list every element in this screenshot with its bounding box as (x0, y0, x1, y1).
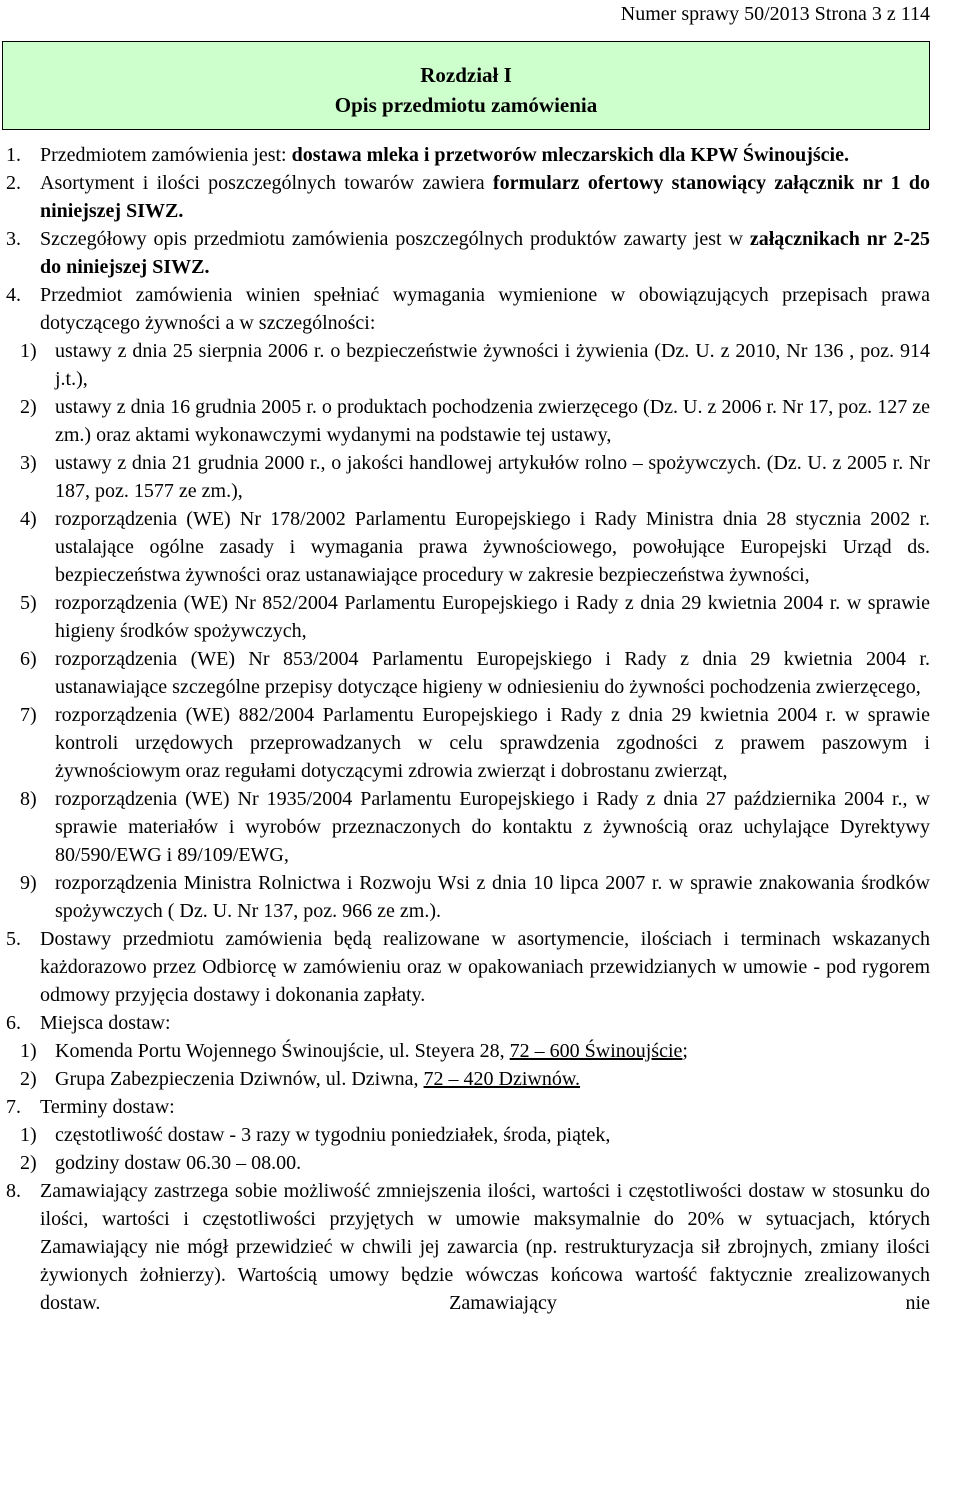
address-link[interactable]: 72 – 420 Dziwnów. (423, 1068, 581, 1090)
item-number: 8. (6, 1180, 21, 1202)
sub-item-number: 2) (20, 1152, 37, 1174)
item-bold-text: formularz ofertowy stanowiący załącznik nr 1 do niniejszej SIWZ. (40, 172, 930, 222)
item-text: Zamawiający zastrzega sobie możliwość zmniejszenia ilości, wartości i częstotliwości dostaw w stosunku do ilości, wartości i częstotliwości przyjętych w umowie maksymalnie do 20% w sytuacjach, których Zamawiający nie mógł przewidzieć w chwili jej zawarcia (np. restrukturyzacja sił zbrojnych, zmiany ilości żywionych żołnierzy). Wartością umowy będzie wówczas końcowa wartość faktycznie zrealizowanych dostaw. Zamawiający nie (40, 1180, 930, 1314)
chapter-number: Rozdział I (420, 63, 512, 87)
address-link[interactable]: 72 – 600 Świnoujście (509, 1040, 683, 1062)
chapter-title: Opis przedmiotu zamówienia (334, 93, 598, 117)
sub-item-number: 4) (20, 508, 37, 530)
sub-item (6, 1121, 930, 1149)
item-text: Terminy dostaw: (40, 1096, 175, 1118)
sub-item-number: 8) (20, 788, 37, 810)
list-item-8 (6, 1177, 930, 1317)
item-number: 6. (6, 1012, 21, 1034)
sub-item (6, 449, 930, 505)
sub-item-number: 6) (20, 648, 37, 670)
list-item-6 (6, 1009, 930, 1037)
sub-item-number: 2) (20, 1068, 37, 1090)
sub-item-text: rozporządzenia (WE) Nr 853/2004 Parlamentu Europejskiego i Rady z dnia 29 kwietnia 2004 r. ustanawiające szczególne przepisy dotyczące higieny w odniesieniu do żywności pochodzenia zwierzęcego, (55, 648, 930, 698)
item-text: Przedmiotem zamówienia jest: (40, 144, 292, 166)
chapter-title-box (2, 41, 930, 130)
sub-item-text: godziny dostaw 06.30 – 08.00. (55, 1152, 302, 1174)
sub-item-number: 2) (20, 396, 37, 418)
sub-item-text: rozporządzenia (WE) Nr 178/2002 Parlamentu Europejskiego i Rady Ministra dnia 28 stycznia 2002 r. ustalające ogólne zasady i wymagania prawa żywnościowego, powołujące Europejski Urząd ds. bezpieczeństwa żywności oraz ustanawiające procedury w zakresie bezpieczeństwa żywności, (55, 508, 930, 586)
sub-item-text: rozporządzenia (WE) Nr 852/2004 Parlamentu Europejskiego i Rady z dnia 29 kwietnia 2004 r. w sprawie higieny środków spożywczych, (55, 592, 930, 642)
sub-item-text: rozporządzenia (WE) 882/2004 Parlamentu Europejskiego i Rady z dnia 29 kwietnia 2004 r. w sprawie kontroli urzędowych przeprowadzanych w celu sprawdzenia zgodności z prawem paszowym i żywnościowym oraz regułami dotyczącymi zdrowia zwierząt i dobrostanu zwierząt, (55, 704, 930, 782)
sub-item-number: 1) (20, 1040, 37, 1062)
sub-item-text: Komenda Portu Wojennego Świnoujście, ul. Steyera 28, (55, 1040, 510, 1062)
item-text: Miejsca dostaw: (40, 1012, 171, 1034)
item-number: 3. (6, 228, 21, 250)
sub-item (6, 337, 930, 393)
sub-item-text: Grupa Zabezpieczenia Dziwnów, ul. Dziwna, (55, 1068, 424, 1090)
sub-item (6, 785, 930, 869)
sub-item (6, 645, 930, 701)
sub-item-text: ustawy z dnia 25 sierpnia 2006 r. o bezpieczeństwie żywności i żywienia (Dz. U. z 2010, Nr 136 , poz. 914 j.t.), (55, 340, 930, 390)
sub-item-number: 7) (20, 704, 37, 726)
sub-item-number: 1) (20, 1124, 37, 1146)
sub-item-tail: ; (682, 1040, 688, 1062)
list-item-5 (6, 925, 930, 1009)
item-number: 4. (6, 284, 21, 306)
sub-item (6, 1037, 930, 1065)
sub-item (6, 589, 930, 645)
item-number: 7. (6, 1096, 21, 1118)
item-number: 2. (6, 172, 21, 194)
sub-item (6, 701, 930, 785)
item-text: Asortyment i ilości poszczególnych towarów zawiera (40, 172, 493, 194)
item-text: Szczegółowy opis przedmiotu zamówienia poszczególnych produktów zawarty jest w (40, 228, 750, 250)
sub-item-text: rozporządzenia Ministra Rolnictwa i Rozwoju Wsi z dnia 10 lipca 2007 r. w sprawie znakowania środków spożywczych ( Dz. U. Nr 137, poz. 966 ze zm.). (55, 872, 930, 922)
list-item-4 (6, 281, 930, 337)
item-text: Przedmiot zamówienia winien spełniać wymagania wymienione w obowiązujących przepisach prawa dotyczącego żywności a w szczególności: (40, 284, 930, 334)
sub-item (6, 869, 930, 925)
item-bold-text: dostawa mleka i przetworów mleczarskich dla KPW Świnoujście. (291, 144, 849, 166)
sub-item (6, 1149, 930, 1177)
sub-item (6, 393, 930, 449)
sub-item-text: ustawy z dnia 21 grudnia 2000 r., o jakości handlowej artykułów rolno – spożywczych. (Dz. U. z 2005 r. Nr 187, poz. 1577 ze zm.), (55, 452, 930, 502)
page-header: Numer sprawy 50/2013 Strona 3 z 114 (620, 3, 930, 25)
sub-item (6, 505, 930, 589)
sub-item-text: częstotliwość dostaw - 3 razy w tygodniu poniedziałek, środa, piątek, (55, 1124, 611, 1146)
list-item-3 (6, 225, 930, 281)
sub-item-text: rozporządzenia (WE) Nr 1935/2004 Parlamentu Europejskiego i Rady z dnia 27 października 2004 r., w sprawie materiałów i wyrobów przeznaczonych do kontaktu z żywnością oraz uchylające Dyrektywy 80/590/EWG i 89/109/EWG, (55, 788, 930, 866)
list-item-1 (6, 141, 930, 169)
list-item-2 (6, 169, 930, 225)
sub-item-text: ustawy z dnia 16 grudnia 2005 r. o produktach pochodzenia zwierzęcego (Dz. U. z 2006 r. Nr 17, poz. 127 ze zm.) oraz aktami wykonawczymi wydanymi na podstawie tej ustawy, (55, 396, 930, 446)
item-text: Dostawy przedmiotu zamówienia będą realizowane w asortymencie, ilościach i terminach wskazanych każdorazowo przez Odbiorcę w zamówieniu oraz w opakowaniach przewidzianych w umowie - pod rygorem odmowy przyjęcia dostawy i dokonania zapłaty. (40, 928, 930, 1006)
item-number: 1. (6, 144, 21, 166)
sub-item-number: 5) (20, 592, 37, 614)
document-body (6, 141, 930, 1317)
sub-item-number: 3) (20, 452, 37, 474)
item-bold-text: załącznikach nr 2-25 do niniejszej SIWZ. (40, 228, 930, 278)
sub-item-number: 1) (20, 340, 37, 362)
list-item-7 (6, 1093, 930, 1121)
sub-item (6, 1065, 930, 1093)
item-number: 5. (6, 928, 21, 950)
sub-item-number: 9) (20, 872, 37, 894)
